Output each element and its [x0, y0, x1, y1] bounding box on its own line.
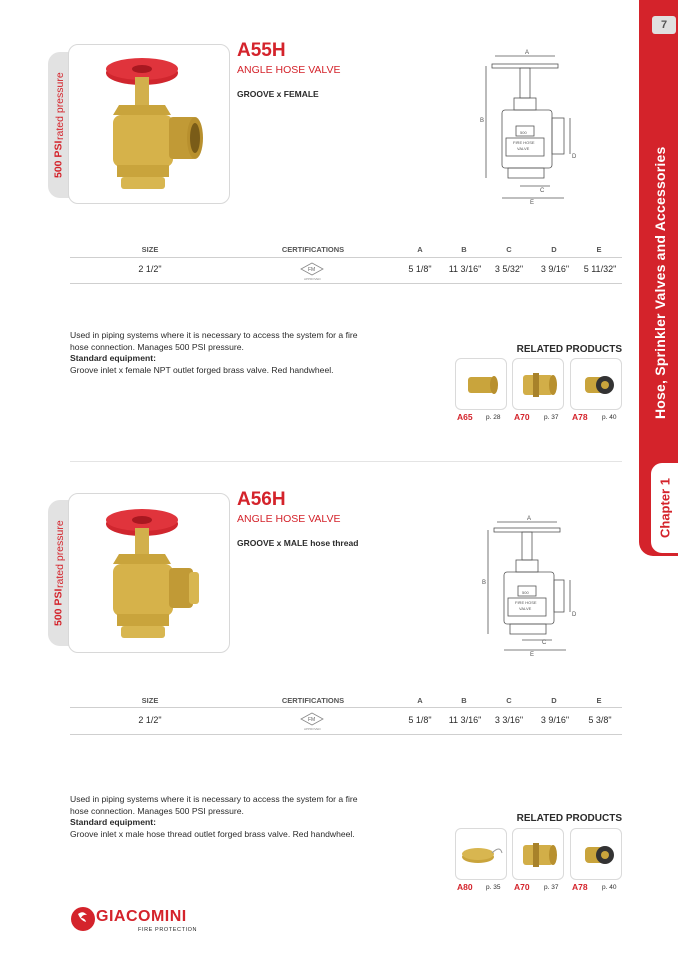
coupling-icon — [513, 829, 565, 881]
related-products-title: RELATED PRODUCTS — [516, 813, 622, 824]
col-d: D — [551, 245, 557, 254]
nozzle-icon — [571, 359, 623, 411]
product-description — [70, 330, 400, 376]
desc-line-1: Used in piping systems where it is necessary to access the system for a fire — [70, 330, 358, 340]
related-product-thumb[interactable] — [455, 358, 507, 410]
table-divider — [70, 707, 622, 708]
desc-line-2: hose connection. Manages 500 PSI pressure. — [70, 805, 244, 816]
cell-size: 2 1/2" — [138, 264, 162, 274]
pressure-label: rated pressure — [54, 520, 66, 589]
cell-a: 5 1/8" — [408, 715, 432, 725]
col-b: B — [461, 245, 467, 254]
col-size: SIZE — [141, 696, 159, 705]
cell-e: 5 11/32" — [583, 264, 617, 274]
related-code-3[interactable]: A78 — [572, 882, 588, 892]
equipment-label: Standard equipment: — [70, 353, 156, 363]
product-connection: GROOVE x MALE hose thread — [237, 538, 359, 548]
fm-sub: APPROVED — [304, 727, 321, 731]
product-code: A56H — [237, 489, 286, 510]
plate-line-2: VALVE — [519, 606, 532, 611]
technical-drawing — [482, 514, 582, 658]
logo-subtitle: FIRE PROTECTION — [138, 927, 198, 933]
col-d: D — [551, 696, 557, 705]
cell-b: 11 3/16" — [448, 264, 482, 274]
page-number: 7 — [652, 16, 676, 34]
cell-size: 2 1/2" — [138, 715, 162, 725]
dim-c: C — [542, 640, 547, 646]
dim-a: A — [527, 516, 532, 522]
desc-line-1: Used in piping systems where it is necessary to access the system for a fire — [70, 794, 358, 804]
table-bottom-line — [70, 734, 622, 735]
dim-b: B — [482, 580, 487, 586]
fm-approved-icon — [297, 262, 327, 282]
product-connection: GROOVE x FEMALE — [237, 89, 319, 99]
fm-approved-icon — [297, 712, 327, 732]
related-product-thumb[interactable] — [570, 828, 622, 880]
technical-drawing — [480, 46, 580, 206]
fm-sub: APPROVED — [304, 277, 321, 281]
table-row — [70, 264, 622, 282]
related-code-2[interactable]: A70 — [514, 412, 530, 422]
chapter-title: Hose, Sprinkler Valves and Accessories — [652, 146, 668, 420]
plate-line-3: 500 — [520, 130, 527, 135]
equipment-label: Standard equipment: — [70, 817, 156, 827]
col-certifications: CERTIFICATIONS — [281, 696, 345, 705]
cell-c: 3 3/16" — [494, 715, 524, 725]
dim-d: D — [572, 612, 577, 618]
equipment-text: Groove inlet x male hose thread outlet forged brass valve. Red handwheel. — [70, 828, 355, 839]
fm-text: FM — [308, 267, 316, 273]
product-photo — [68, 493, 230, 653]
product-description — [70, 794, 400, 840]
product-subtitle: ANGLE HOSE VALVE — [237, 64, 341, 76]
related-page-2: p. 37 — [544, 414, 559, 421]
col-certifications: CERTIFICATIONS — [281, 245, 345, 254]
equipment-text: Groove inlet x female NPT outlet forged brass valve. Red handwheel. — [70, 364, 334, 375]
col-c: C — [506, 245, 512, 254]
cell-e: 5 3/8" — [588, 715, 612, 725]
nozzle-icon — [571, 829, 623, 881]
related-page-1: p. 28 — [486, 414, 501, 421]
cell-c: 3 5/32" — [494, 264, 524, 274]
dim-c: C — [540, 188, 545, 194]
related-code-2[interactable]: A70 — [514, 882, 530, 892]
cap-chain-icon — [456, 829, 508, 881]
plate-line-2: VALVE — [517, 146, 530, 151]
angle-valve-image — [69, 45, 231, 205]
plate-line-1: FIRE HOSE — [515, 600, 537, 605]
related-product-thumb[interactable] — [455, 828, 507, 880]
chapter-label: Chapter 1 — [657, 478, 673, 538]
pressure-value: 500 PSI — [52, 140, 65, 178]
col-c: C — [506, 696, 512, 705]
fm-text: FM — [308, 717, 316, 723]
related-code-1[interactable]: A65 — [457, 412, 473, 422]
related-code-1[interactable]: A80 — [457, 882, 473, 892]
table-divider — [70, 257, 622, 258]
related-products-title: RELATED PRODUCTS — [516, 344, 622, 355]
plate-line-1: FIRE HOSE — [513, 140, 535, 145]
dim-b: B — [480, 118, 485, 124]
cell-b: 11 3/16" — [448, 715, 482, 725]
related-product-thumb[interactable] — [512, 828, 564, 880]
related-page-1: p. 35 — [486, 884, 501, 891]
cell-d: 3 9/16" — [540, 715, 570, 725]
coupling-icon — [513, 359, 565, 411]
col-a: A — [417, 245, 423, 254]
pressure-value: 500 PSI — [52, 588, 65, 626]
cell-d: 3 9/16" — [540, 264, 570, 274]
product-photo — [68, 44, 230, 204]
col-e: E — [596, 696, 602, 705]
pressure-label: rated pressure — [54, 72, 66, 141]
adapter-icon — [456, 359, 508, 411]
product-code: A55H — [237, 40, 286, 61]
col-b: B — [461, 696, 467, 705]
table-row — [70, 715, 622, 733]
dim-e: E — [530, 652, 535, 658]
product-subtitle: ANGLE HOSE VALVE — [237, 513, 341, 525]
plate-line-3: 500 — [522, 590, 529, 595]
related-code-3[interactable]: A78 — [572, 412, 588, 422]
related-page-3: p. 40 — [602, 884, 617, 891]
dim-a: A — [525, 50, 530, 56]
related-product-thumb[interactable] — [570, 358, 622, 410]
desc-line-2: hose connection. Manages 500 PSI pressure. — [70, 341, 244, 352]
dim-d: D — [572, 154, 577, 160]
col-a: A — [417, 696, 423, 705]
angle-valve-image — [69, 494, 231, 654]
dim-e: E — [530, 200, 535, 206]
table-bottom-line — [70, 283, 622, 284]
related-page-3: p. 40 — [602, 414, 617, 421]
related-product-thumb[interactable] — [512, 358, 564, 410]
section-separator — [70, 461, 622, 462]
col-size: SIZE — [141, 245, 159, 254]
cell-a: 5 1/8" — [408, 264, 432, 274]
col-e: E — [596, 245, 602, 254]
logo-name: GIACOMINI — [96, 908, 187, 925]
related-page-2: p. 37 — [544, 884, 559, 891]
